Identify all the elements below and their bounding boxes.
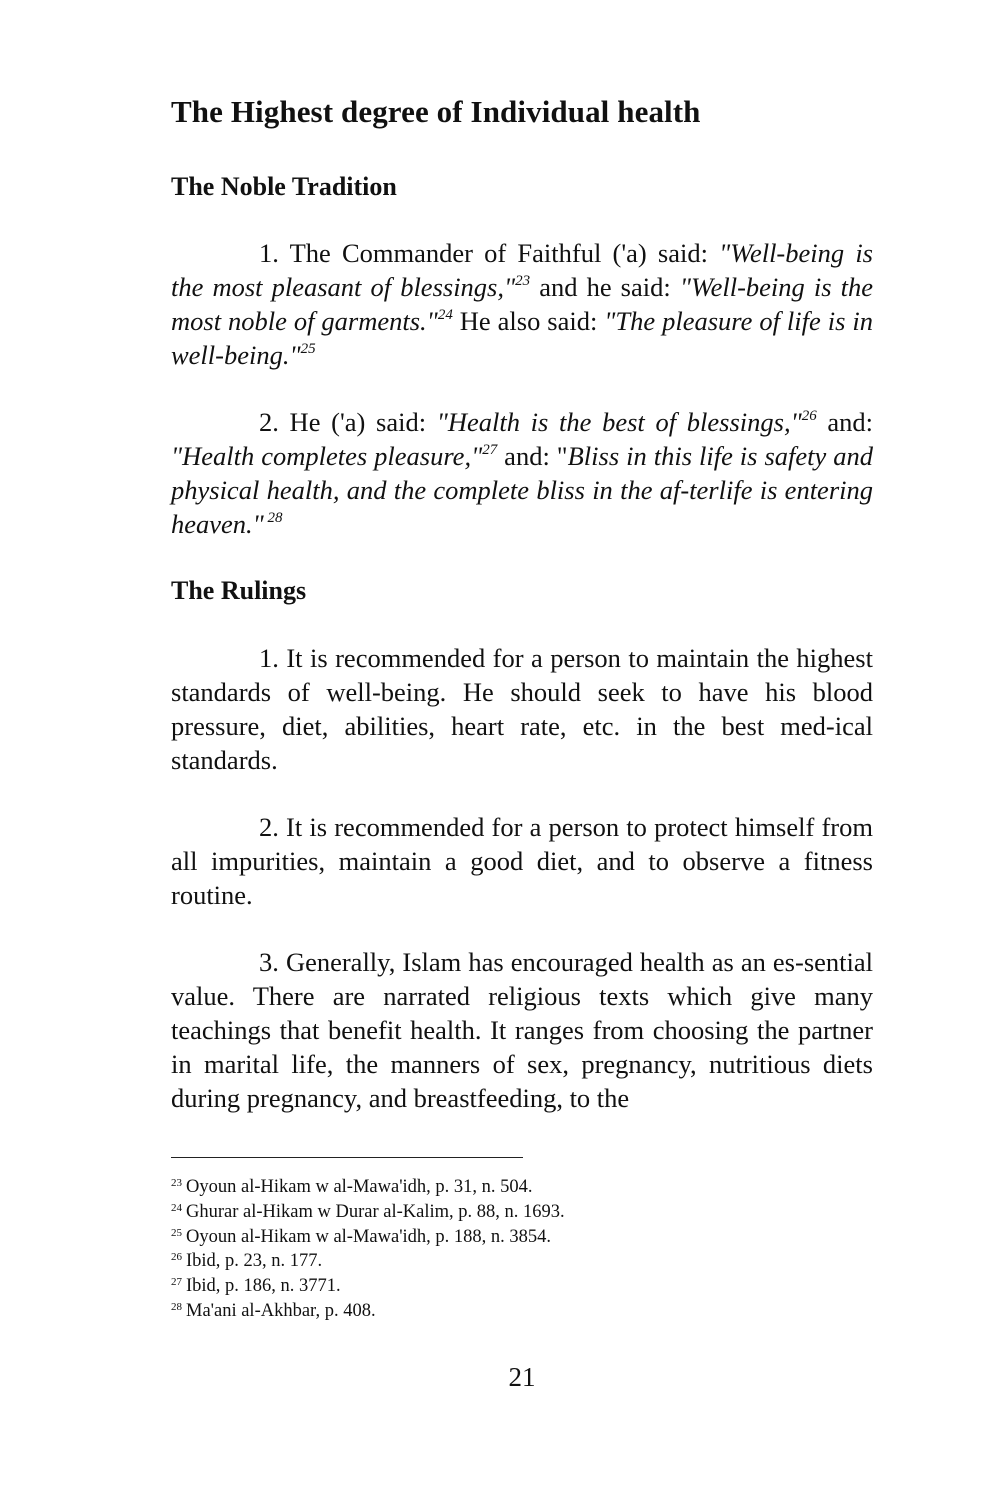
footnote-number: 28 — [171, 1300, 182, 1313]
footnote: $^{27}$ Ibid, p. 186, n. 3771. — [171, 1276, 341, 1297]
footnote-ref[interactable]: 24 — [437, 307, 453, 323]
footnote: $^{25}$ Oyoun al-Hikam w al-Mawa'idh, p. 188, n. 3854. — [171, 1226, 552, 1247]
quote: "Health is the best of blessings," — [436, 407, 802, 437]
footnote-number: 24 — [171, 1201, 182, 1214]
footnotes — [171, 1175, 873, 1324]
footnote-ref[interactable]: 28 — [263, 510, 283, 526]
quote: "Health completes pleasure," — [171, 441, 483, 471]
tradition-paragraph-2: 2. He ('a) said: "Health is the best of blessings,"$^{26}$ and: "Health completes pleasure,"$^{27}$ and: "Bliss in this life is safety and physical health, and the complete bliss in the af-terlife is entering heaven." $^{28}$ — [171, 407, 874, 539]
footnote-number: 25 — [171, 1226, 182, 1239]
footnote-ref[interactable]: 27 — [482, 442, 498, 458]
section-heading-rulings: The Rulings — [171, 576, 307, 605]
footnote-number: 23 — [171, 1177, 182, 1189]
footnote: $^{24}$ Ghurar al-Hikam w Durar al-Kalim, p. 88, n. 1693. — [171, 1201, 565, 1222]
rulings-paragraph-1: 1. It is recommended for a person to maintain the highest standards of well-being. He should seek to have his blood pressure, diet, abilities, heart rate, etc. in the best med-ical standards. — [171, 643, 873, 775]
footnote-divider — [171, 1157, 523, 1158]
footnote: $^{26}$ Ibid, p. 23, n. 177. — [171, 1251, 323, 1272]
footnote: $^{28}$ Ma'ani al-Akhbar, p. 408. — [171, 1300, 376, 1321]
rulings-paragraph-3: 3. Generally, Islam has encouraged health as an es-sential value. There are narrated religious texts which give many teachings that benefit health. It ranges from choosing the partner in marital life, the manners of sex, pregnancy, nutritious diets during pregnancy, and breastfeeding, to the — [171, 947, 873, 1113]
footnote-ref[interactable]: 25 — [300, 341, 316, 357]
footnote-number: 27 — [171, 1276, 182, 1289]
footnote: $^{23}$ Oyoun al-Hikam w al-Mawa'idh, p. 31, n. 504. — [171, 1177, 533, 1197]
quote: Bliss in this life is safety and physical health, and the complete bliss in the af-terlife is entering heaven." — [171, 441, 873, 539]
quote: "Well-being is the most noble of garments." — [171, 272, 874, 336]
footnote-ref[interactable]: 26 — [801, 408, 817, 424]
section-heading-noble-tradition: The Noble Tradition — [171, 172, 397, 201]
quote: "Well-being is the most pleasant of blessings," — [171, 238, 873, 302]
footnote-ref[interactable]: 23 — [515, 273, 531, 289]
rulings-paragraph-2: 2. It is recommended for a person to protect himself from all impurities, maintain a good diet, and to observe a fitness routine. — [171, 812, 873, 910]
tradition-paragraph-1: 1. The Commander of Faithful ('a) said: "Well-being is the most pleasant of blessings,"$^{23}$ and he said: "Well-being is the most noble of garments."$^{24}$ He also said: "The pleasure of life is in well-being."$^{25}$ — [171, 238, 874, 370]
footnote-number: 26 — [171, 1251, 182, 1264]
page-title: The Highest degree of Individual health — [171, 94, 701, 129]
quote: "The pleasure of life is in well-being." — [171, 306, 873, 370]
page-number: 21 — [508, 1362, 536, 1392]
